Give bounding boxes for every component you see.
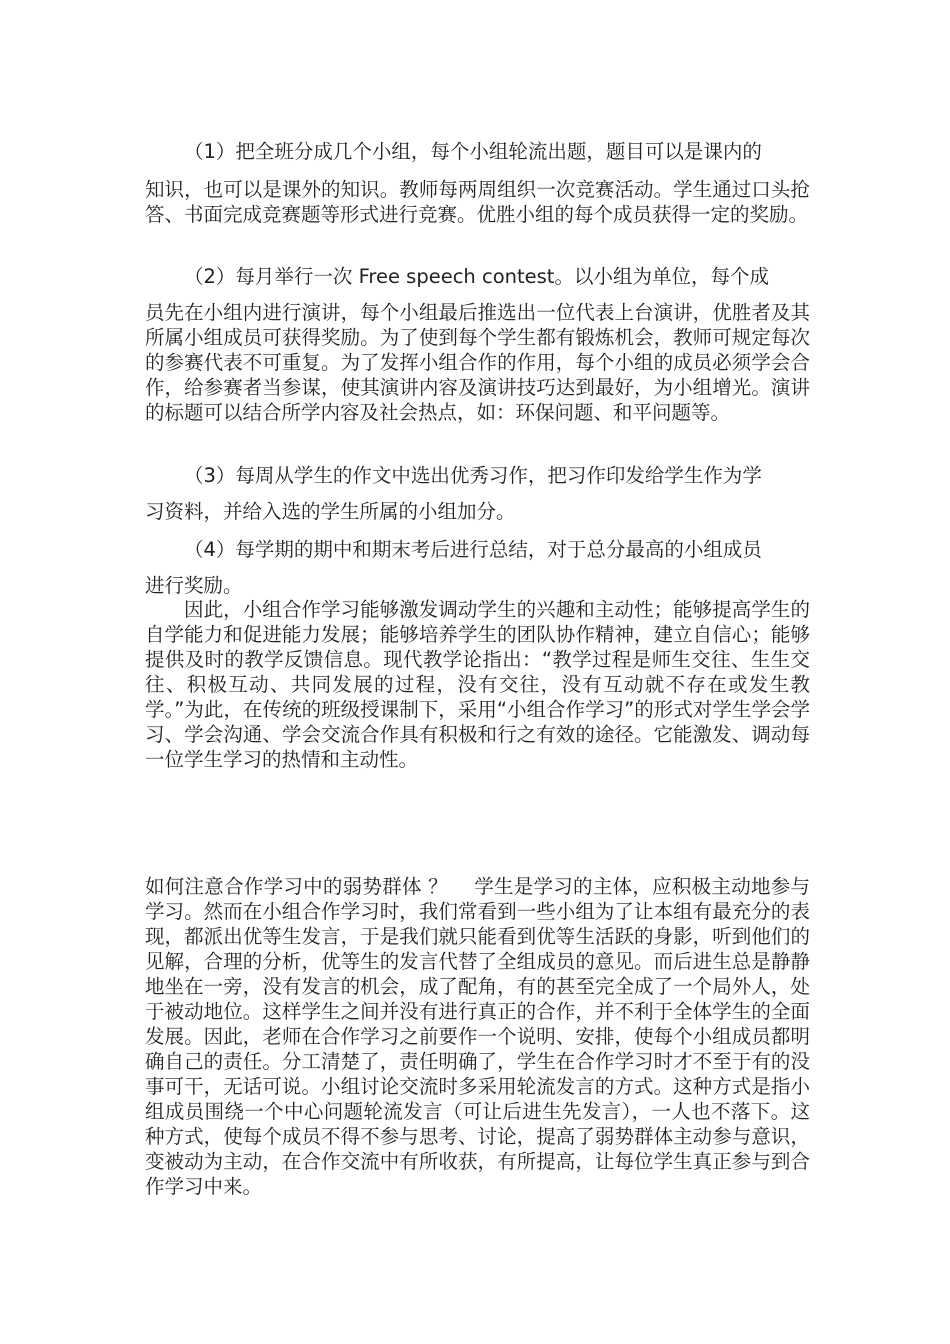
paragraph-item-3-first-line: （3）每周从学生的作文中选出优秀习作，把习作印发给学生作为学	[184, 464, 762, 487]
paragraph-item-3-body: 习资料，并给入选的学生所属的小组加分。	[145, 500, 516, 523]
paragraph-item-4	[145, 535, 810, 565]
paragraph-item-2	[145, 262, 810, 292]
paragraph-item-4-body: 进行奖励。	[145, 574, 243, 597]
paragraph-item-1	[145, 137, 810, 167]
paragraph-item-4-first-line: （4）每学期的期中和期末考后进行总结，对于总分最高的小组成员	[184, 538, 762, 561]
paragraph-item-2-body: 员先在小组内进行演讲，每个小组最后推选出一位代表上台演讲，优胜者及其所属小组成员可获得奖励。为了使到每个学生都有锻炼机会，教师可规定每次的参赛代表不可重复。为了发挥小组合作的作用，每个小组的成员必须学会合作，给参赛者当参谋，使其演讲内容及演讲技巧达到最好，为小组增光。演讲的标题可以结合所学内容及社会热点，如：环保问题、和平问题等。	[145, 301, 810, 424]
paragraph-item-1-first-line: （1）把全班分成几个小组，每个小组轮流出题，题目可以是课内的	[184, 140, 762, 163]
paragraph-item-2-first-line: （2）每月举行一次 Free speech contest。以小组为单位，每个成	[184, 265, 769, 288]
paragraph-item-3	[145, 461, 810, 491]
paragraph-weak-groups: 如何注意合作学习中的弱势群体 ？ 学生是学习的主体，应积极主动地参与学习。然而在小组合作学习时，我们常看到一些小组为了让本组有最充分的表现，都派出优等生发言，于是我们就只能看到优等生活跃的身影，听到他们的见解，合理的分析，优等生的发言代替了全组成员的意见。而后进生总是静静地坐在一旁，没有发言的机会，成了配角，有的甚至完全成了一个局外人，处于被动地位。这样学生之间并没有进行真正的合作，并不利于全体学生的全面发展。因此，老师在合作学习之前要作一个说明、安排，使每个小组成员都明确自己的责任。分工清楚了，责任明确了，学生在合作学习时才不至于有的没事可干，无话可说。小组讨论交流时多采用轮流发言的方式。这种方式是指小组成员围绕一个中心问题轮流发言（可让后进生先发言），一人也不落下。这种方式，使每个成员不得不参与思考、讨论，提高了弱势群体主动参与意识，变被动为主动，在合作交流中有所收获，有所提高，让每位学生真正参与到合作学习中来。	[145, 875, 810, 1198]
paragraph-item-1-body: 知识，也可以是课外的知识。教师每两周组织一次竞赛活动。学生通过口头抢答、书面完成竞赛题等形式进行竞赛。优胜小组的每个成员获得一定的奖励。	[145, 178, 810, 226]
paragraph-conclusion: 因此，小组合作学习能够激发调动学生的兴趣和主动性；能够提高学生的自学能力和促进能力发展；能够培养学生的团队协作精神，建立自信心；能够提供及时的教学反馈信息。现代教学论指出：“教学过程是师生交往、生生交往、积极互动、共同发展的过程，没有交往，没有互动就不存在或发生教学。”为此，在传统的班级授课制下，采用“小组合作学习”的形式对学生学会学习、学会沟通、学会交流合作具有积极和行之有效的途径。它能激发、调动每一位学生学习的热情和主动性。	[145, 598, 810, 771]
